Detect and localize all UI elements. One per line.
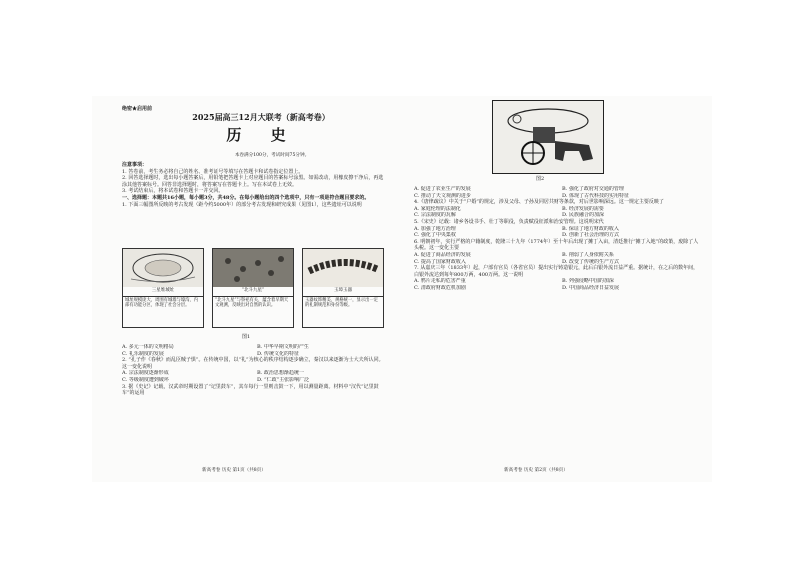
section-heading: 一、选择题：本题共16小题，每小题3分，共48分。在每小题给出的四个选项中，只有一项是符合题目要求的。 — [122, 194, 370, 201]
question-3: 3. 据《史记》记载，汉武帝时期设置了“记里鼓车”，其车每行一里则击鼓一下，用以测量距离。材料中“汉代“记里鼓车”的运用 — [122, 383, 379, 397]
subject-title: 历 史 — [226, 126, 298, 144]
option-c: C. 提高了国家财政收入 — [414, 258, 466, 265]
question-2: 2. “孔子作《春秋》而乱臣贼子惧”。在传统中国，以“礼”为核心的秩序结构逐步确立，秦汉以来逐渐为士大夫所认同。这一变化说明 — [122, 357, 384, 370]
notice-item: 3. 考试结束后，将本试卷和答题卡一并交回。 — [122, 188, 224, 195]
exam-sheet — [92, 96, 712, 482]
option-a: A. 宗法制度逐渐形成 — [122, 370, 169, 377]
figure-caption: 玉璋玉器 — [334, 288, 352, 293]
option-d: D. 体现了古代科技的实用特征 — [562, 192, 630, 199]
question-5: 5.《宋史》记载：诸乡各设书手、壮丁等职役，负责赋役征派和治安管理。这说明宋代 — [414, 218, 604, 225]
option-d: D. 创新了社会治理的方式 — [562, 232, 620, 239]
figure-caption: 三星堆城址 — [151, 288, 175, 293]
figure-desc: 城址规模庞大，周围有城墙与壕沟，内部有功能分区，体现了社会分层。 — [123, 296, 203, 327]
question-6: 6. 明朝初年，实行严格的户籍制度，乾隆三十九年（1774年）至十年后出现了摊丁入亩，清廷推行“摊丁入地”的政策，废除了人头税。这一变化主要 — [414, 238, 699, 252]
option-b: B. 经济发展的需要 — [562, 205, 604, 212]
figure-2-label: 图2 — [536, 176, 545, 182]
option-c: C. 等级制度遭到破坏 — [122, 376, 169, 383]
option-a: A. 家庭伦理的法制化 — [414, 205, 461, 212]
option-a: A. 促进了农业生产的发展 — [414, 186, 471, 192]
chariot-image — [492, 100, 604, 174]
right-questions — [414, 186, 702, 292]
page-footer: 新高考卷 历史 第1页（共8页） — [202, 468, 266, 473]
notice-item: 2. 回答选择题时，选出每小题答案后，用铅笔把答题卡上对应题目的答案标号涂黑。如需改动，用橡皮擦干净后，再选涂其他答案标号。回答非选择题时，将答案写在答题卡上。写在本试卷上无效。 — [122, 175, 384, 188]
figure-desc: “北斗九星”与祭祀有关，蕴含着早期天文观测，反映出对自然的认识。 — [213, 296, 293, 327]
exam-info: 本卷满分100分，考试时间75分钟。 — [234, 153, 310, 158]
figure-1-label: 图1 — [242, 334, 251, 340]
notice-head: 注意事项： — [122, 162, 148, 168]
notice-item: 1. 答卷前，考生务必将自己的姓名、准考证号等填写在答题卡和试卷指定位置上。 — [122, 168, 304, 175]
option-d: D. 传统文化的特征 — [257, 350, 300, 357]
option-d: D. 改变了传统的生产方式 — [562, 258, 620, 265]
option-b: B. 中华早期文明的产生 — [257, 344, 309, 350]
page-2 — [414, 96, 704, 482]
option-c: C. 宗法制度的瓦解 — [414, 212, 456, 219]
figure-panel — [122, 248, 204, 328]
exam-title: 2025届高三12月大联考（新高考卷） — [192, 112, 330, 122]
option-d: D. 民族融合的加深 — [562, 212, 605, 219]
option-c: C. 推动了天文观测的进步 — [414, 192, 471, 199]
figure-desc: 玉器纹饰精美，规格统一，显示出一定的礼制规范和身份等级。 — [303, 296, 383, 327]
notices — [122, 162, 384, 208]
question-7: 7. 从嘉庆三年（1833年）起，户部有官员（各省官员）提出实行铸造银元，此后白银外流日益严重。据统计，在之后的数年间，白银外流达到每年800万两，400万两。这一说明 — [414, 265, 699, 278]
secret-mark: 绝密★启用前 — [122, 106, 153, 112]
option-c: C. 清政府财政危机加剧 — [414, 284, 466, 291]
option-d: D. 中国商品经济日益发展 — [562, 284, 620, 291]
q1-options — [122, 344, 384, 397]
site-map-image — [123, 249, 203, 287]
option-b: B. 削弱了人身依附关系 — [562, 251, 614, 258]
question-4: 4.《唐律疏议》中关于“户婚”的规定，涉及父母、子孙及同居共财等条款，对后世影响深远。这一规定主要反映了 — [414, 199, 664, 206]
option-a: A. 鸦片走私的危害严重 — [414, 278, 466, 285]
page-footer: 新高考卷 历史 第2页（共8页） — [504, 468, 568, 473]
option-b: B. 保证了地方财政的收入 — [562, 225, 619, 232]
option-a: A. 多元一体的文明格局 — [122, 344, 174, 350]
star-stones-image — [213, 249, 293, 287]
figure-1 — [122, 248, 384, 328]
figure-panel — [302, 248, 384, 328]
option-b: B. 强化了政府对交通的管理 — [562, 186, 624, 192]
option-d: D. “仁政”主张影响广泛 — [257, 376, 310, 383]
option-c: C. 礼乐制度的发展 — [122, 350, 164, 357]
option-b: B. 列强侵略中国的加深 — [562, 278, 614, 285]
option-b: B. 政治思想渐趋统一 — [257, 370, 304, 377]
option-c: C. 强化了中央集权 — [414, 232, 456, 239]
question-1: 1. 下面三幅图所反映的考古发现（距今约5000年）的部分考古发现和研究成果（见图1），这些遗址可以说明 — [122, 201, 362, 208]
option-a: A. 促进了商品经济的发展 — [414, 251, 471, 258]
jade-image — [303, 249, 383, 287]
figure-panel — [212, 248, 294, 328]
option-a: A. 加强了地方治理 — [414, 225, 456, 232]
figure-caption: “北斗九星” — [241, 288, 265, 293]
page-1 — [122, 96, 387, 482]
